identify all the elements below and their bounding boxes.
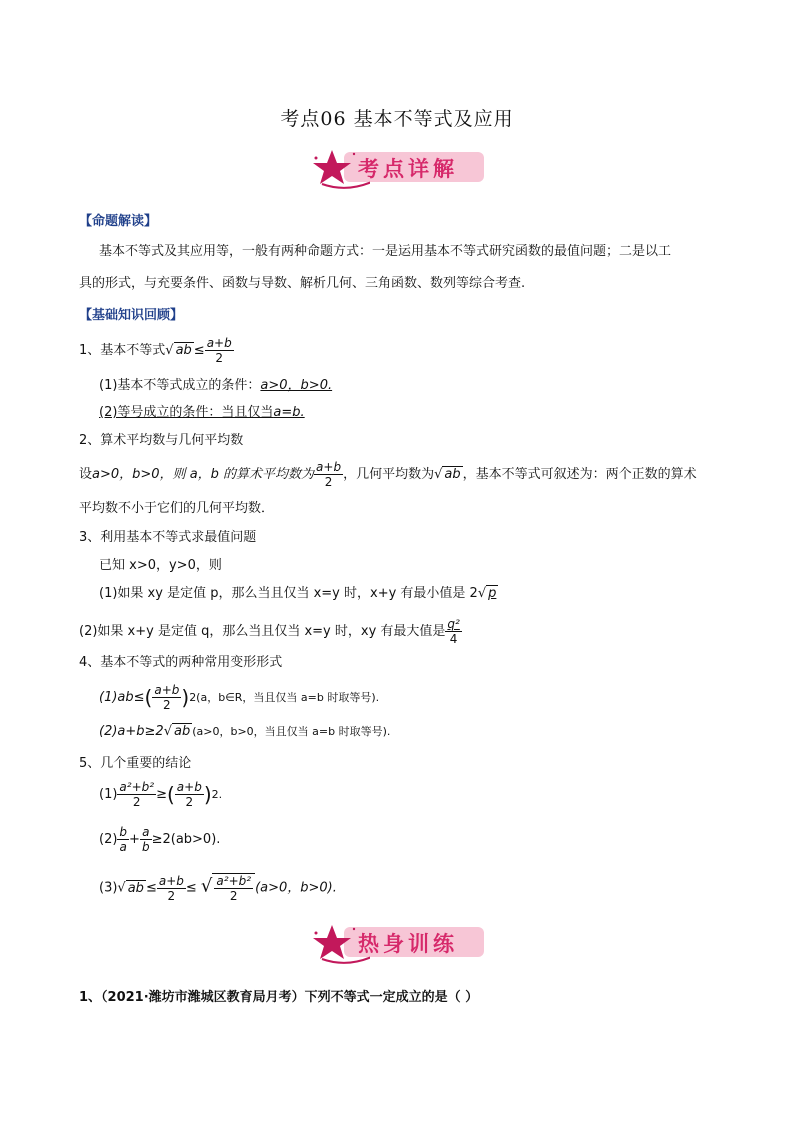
section-heading-review: 【基础知识回顾】 <box>79 308 184 323</box>
section-banner-explain <box>310 148 490 188</box>
section-banner-warmup <box>310 923 490 963</box>
item-4-formula-1: (1)ab≤( $\frac{a+b}{2}$ )2(a，b∈R，当且仅当 a=b 时取等号). <box>99 683 380 712</box>
item-1-condition: (1)基本不等式成立的条件：a>0，b>0. <box>99 378 333 393</box>
item-5-formula-1: (1) $\frac{\text{a²+b²}}{2}$ ≥( $\frac{a+b}{2}$ )2. <box>99 780 223 809</box>
banner-label: 考点详解 <box>358 157 458 181</box>
sqrt-ab: ab <box>175 343 192 358</box>
fraction-mean: $\frac{a+b}{2}$ <box>206 336 232 365</box>
sqrt-symbol: √ <box>165 343 174 358</box>
item-3-known: 已知 x>0，y>0，则 <box>99 558 222 573</box>
item-1-heading <box>79 336 234 365</box>
section-heading-reading: 【命题解读】 <box>79 214 158 229</box>
item-5-formula-2: (2) $\frac{b}{a}$ + $\frac{a}{b}$ ≥2(ab>0). <box>99 825 221 854</box>
banner-label: 热身训练 <box>358 932 458 956</box>
item-2-line1: 设a>0，b>0，则 a，b 的算术平均数为 $\frac{a+b}{2}$ ，几何平均数为√ ab ，基本不等式可叙述为：两个正数的算术 <box>79 460 697 489</box>
item-1-equality: (2)等号成立的条件：当且仅当a=b. <box>99 405 305 420</box>
item-3-point-1: (1)如果 xy 是定值 p，那么当且仅当 x=y 时，x+y 有最小值是 2√ p <box>99 586 497 601</box>
paragraph-line: 具的形式，与充要条件、函数与导数、解析几何、三角函数、数列等综合考查. <box>79 276 526 291</box>
le-symbol: ≤ <box>193 343 205 358</box>
item-3-heading: 3、利用基本不等式求最值问题 <box>79 530 257 545</box>
question-1: 1、（2021·潍坊市潍城区教育局月考）下列不等式一定成立的是（ ） <box>79 990 479 1005</box>
paragraph-line: 基本不等式及其应用等，一般有两种命题方式：一是运用基本不等式研究函数的最值问题；二是以工 <box>99 244 672 259</box>
page-title: 考点06 基本不等式及应用 <box>280 108 514 130</box>
item-label: 1、基本不等式 <box>79 343 166 358</box>
item-5-heading: 5、几个重要的结论 <box>79 756 192 771</box>
item-4-formula-2: (2)a+b≥2√ ab (a>0，b>0，当且仅当 a=b 时取等号). <box>99 724 391 739</box>
item-5-formula-3: (3)√ ab ≤ $\frac{a+b}{2}$ ≤ √ $\frac{\text{a²+b²}}{2}$ (a>0，b>0). <box>99 873 337 903</box>
item-2-heading: 2、算术平均数与几何平均数 <box>79 433 244 448</box>
item-2-line2: 平均数不小于它们的几何平均数． <box>79 501 275 516</box>
item-4-heading: 4、基本不等式的两种常用变形形式 <box>79 655 283 670</box>
item-3-point-2: (2)如果 x+y 是定值 q，那么当且仅当 x=y 时，xy 有最大值是 $\frac{\text{q²}}{4}$ <box>79 617 460 646</box>
